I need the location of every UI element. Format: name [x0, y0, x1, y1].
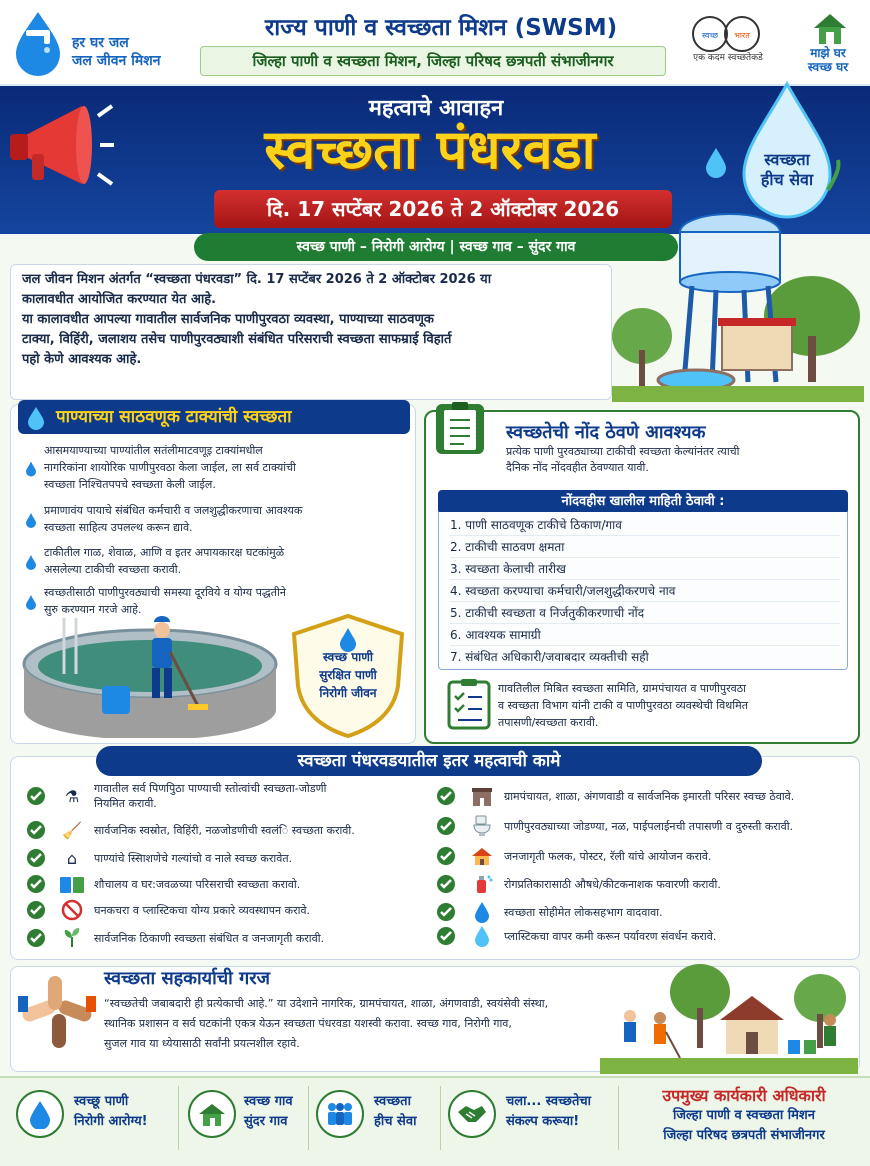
collab-line: सुजल गाव या ध्येयासाठी सर्वांनी प्रयत्नशील रहावे.: [104, 1037, 300, 1050]
work-item: [436, 784, 794, 808]
work-line: सार्वजनिक स्वस्रोत, विहिंरी, नळजोडणीची स्वलंि स्वच्छता करावी.: [94, 823, 355, 837]
maze-ghar-text: [790, 46, 866, 74]
footer-divider: [308, 1086, 309, 1150]
work-item: [436, 814, 793, 838]
banner-important: महत्वाचे आवाहन: [368, 96, 504, 121]
note-line: तपासणी/स्वच्छता करावी.: [498, 716, 599, 729]
small-drop-icon: [704, 146, 728, 178]
footer-line: हीच सेवा: [374, 1114, 417, 1129]
footer-line: स्वच्छू पाणी: [74, 1094, 129, 1109]
shield-line: सुरक्षित पाणी: [319, 668, 377, 682]
bullet-line: स्वच्छता साहित्य उपलल्थ करून द्यावे.: [44, 521, 193, 534]
work-line: रोगप्रतिकारासाठी औषधे/कीटकनाशक फवारणी करावी.: [504, 877, 721, 891]
other-works-title: स्वच्छता पंधरवडयातील इतर महत्वाची कामे: [96, 746, 762, 776]
building-icon: [468, 784, 496, 808]
intro-line: पहो केणे आवश्यक आहे.: [22, 352, 142, 367]
work-line: जनजागृती फलक, पोस्टर, रॅली यांचे आयोजन करावे.: [504, 849, 712, 863]
drop-bullet-icon: [24, 546, 38, 578]
register-item: 3. स्वच्छता केलाची तारीख: [450, 558, 840, 580]
footer-text-service: [374, 1092, 416, 1132]
drop-bullet-icon: [24, 444, 38, 493]
list-item: [24, 502, 394, 536]
check-icon: [26, 786, 46, 806]
header-subtitle: जिल्हा पाणी व स्वच्छता मिशन, जिल्हा परिषद छत्रपती संभाजीनगर: [200, 46, 666, 76]
footer-line: निरोगी आरोग्य!: [74, 1114, 148, 1129]
bullet-line: आसमयाण्याच्या पाण्यांतील सतंलीमाटवणूइ टाक्यांमधील: [44, 444, 263, 457]
drop-bullet-icon: [24, 504, 38, 536]
drop-icon: [468, 924, 496, 948]
authority-office: [624, 1106, 864, 1146]
authority-line: जिल्हा पाणी व स्वच्छता मिशन: [673, 1108, 815, 1123]
banner-date: दि. 17 सप्टेंबर 2026 ते 2 ऑक्टोबर 2026: [214, 190, 672, 228]
work-item: [26, 784, 326, 808]
work-item: [26, 926, 324, 950]
authority-title: उपमुख्य कार्यकारी अधिकारी: [662, 1086, 826, 1105]
register-item: 4. स्वच्छता करण्याचा कर्मचारी/जलशुद्धीकरणचे नाव: [450, 580, 840, 602]
tank-cleaning-illustration: [20, 614, 292, 738]
register-header: नोंदवहीस खालील माहिती ठेवावी :: [438, 490, 848, 514]
work-item: [26, 898, 310, 922]
footer-line: संकल्प करूया!: [506, 1114, 580, 1129]
msb-line1: माझे घर: [810, 46, 846, 60]
work-line: घनकचरा व प्लास्टिकचा योग्य प्रकारे व्यवस्थापन करावे.: [94, 903, 311, 917]
work-line: पाण्यांचे स्सिाशणेचे गल्यांचो व नाले स्वच्छ करावेत.: [94, 851, 293, 865]
intro-text: [22, 270, 598, 370]
shield-line: स्वच्छ पाणी: [322, 650, 374, 664]
record-keeping-description: [506, 444, 850, 476]
record-keeping-title: स्वच्छतेची नोंद ठेवणे आवश्यक: [506, 422, 706, 443]
check-icon: [436, 846, 456, 866]
bullet-line: असलेल्या टाकीची स्वच्छता करावी.: [44, 563, 182, 576]
megaphone-icon: [4, 92, 116, 202]
jjm-line1: हर घर जल: [72, 35, 129, 51]
house-icon: ⌂: [66, 848, 78, 868]
bullet-line: टाकीतील गाळ, शेवाळ, आणि व इतर अपायकारक्ष घटकांमुळे: [44, 546, 285, 559]
register-item: 1. पाणी साठवणूक टाकीचे ठिकाण/गाव: [450, 514, 840, 536]
volunteers-illustration: [600, 958, 858, 1074]
check-icon: [436, 816, 456, 836]
footer-text-pledge: [506, 1092, 591, 1132]
check-icon: [436, 926, 456, 946]
check-icon: [26, 820, 46, 840]
footer-badge-pledge: [448, 1090, 496, 1138]
joined-hands-icon: [18, 972, 96, 1052]
home-icon: [810, 8, 850, 48]
collab-line: स्थानिक प्रशासन व सर्व घटकांनी एकत्र येऊन स्वच्छता पंधरवडा यशस्वी करावा. स्वच्छ गाव, निरोगी गाव,: [104, 1017, 512, 1030]
footer-divider: [178, 1086, 179, 1150]
footer-badge-water: [16, 1090, 64, 1138]
water-drop-icon: [27, 1099, 53, 1129]
check-icon: [26, 900, 46, 920]
collaboration-title: स्वच्छता सहकार्याची गरज: [104, 968, 270, 989]
water-tower-illustration: [612, 206, 864, 402]
header-title: राज्य पाणी व स्वच्छता मिशन (SWSM): [264, 15, 618, 41]
authority-line: जिल्हा परिषद छत्रपती संभाजीनगर: [663, 1128, 825, 1143]
sb-word1: स्वच्छ: [701, 31, 719, 40]
work-line: ग्रामपंचायत, शाळा, अंगणवाडी व सार्वजनिक इमारती परिसर स्वच्छ ठेवावे.: [504, 789, 795, 803]
check-icon: [436, 902, 456, 922]
work-item: [436, 872, 721, 896]
list-item: [24, 442, 394, 493]
collab-line: “स्वच्छतेची जबाबदारी ही प्रत्येकाची आहे.” या उदेशाने नागरिक, ग्रामपंचायत, शाळा, अंगणवाडी, स्वयंसेवी संस्था,: [104, 997, 549, 1010]
msb-line2: स्वच्छ घर: [807, 60, 849, 74]
clipboard-icon: [432, 400, 488, 458]
footer-badge-village: [188, 1090, 236, 1138]
no-plastic-icon: [58, 898, 86, 922]
bullet-line: स्वच्छतीसाठी पाणीपुरवठ्याची समस्या दूरविये व योग्य पद्धतीने: [44, 586, 286, 599]
flask-icon: ⚗: [64, 786, 80, 806]
bullet-line: स्वच्छता निश्चितपपचे स्वच्छता केली जाईल.: [44, 478, 216, 491]
spray-icon: [468, 872, 496, 896]
jjm-text: [72, 34, 160, 70]
work-item: [26, 846, 292, 870]
check-icon: [436, 874, 456, 894]
footer-line: स्वच्छ गाव: [244, 1094, 293, 1109]
register-item: 5. टाकीची स्वच्छता व निर्जतुकीकरणाची नोंद: [450, 602, 840, 624]
bullet-line: प्रमाणावंय पायाचे संबंधित कर्मचारी व जलशुद्धीकरणाचा आवश्यक: [44, 504, 303, 517]
drop-text: [744, 150, 830, 190]
bullet-line: नागरिकांना शायोरिक पाणीपुरवठा केला जाईल, ला सर्व टाक्यांची: [44, 461, 296, 474]
tagline: स्वच्छ पाणी – निरोगी आरोग्य | स्वच्छ गाव – सुंदर गाव: [194, 233, 678, 261]
intro-line: जल जीवन मिशन अंतर्गत “स्वच्छता पंधरवडा” दि. 17 सप्टेंबर 2026 ते 2 ऑक्टोबर 2026 या: [22, 272, 492, 287]
work-item: [26, 872, 300, 896]
work-line: स्वच्छता सोहीमेत लोकसहभाग वादवावा.: [504, 905, 663, 919]
intro-line: या कालावधीत आपल्या गावातील सार्वजनिक पाणीपुरवठा व्यवस्था, पाण्याच्या साठवणूक: [22, 312, 434, 327]
shield-text: [294, 648, 402, 702]
drop-icon: [26, 406, 46, 430]
desc-line: प्रत्येक पाणी पुरवठ्याच्या टाकीची स्वच्छता केल्यांनंतर त्याची: [506, 445, 740, 458]
work-item: [436, 844, 712, 868]
work-line: सार्वजनिक ठिकाणी स्वच्छता संबंधित व जनजागृती करावी.: [94, 931, 325, 945]
work-line: शौचालय व घर:जवळच्या परिसराची स्वच्छता करावो.: [94, 877, 301, 891]
inspection-note: [498, 680, 854, 731]
work-item: [436, 924, 716, 948]
intro-line: टाक्या, विहिंरी, जलाशय तसेच पाणीपुरवठ्याशी संबंधित परिसराची स्वच्छता साफम्राई विहार्त: [22, 332, 452, 347]
footer-divider: [618, 1086, 619, 1150]
shield-line: निरोगी जीवन: [319, 686, 377, 700]
checklist-icon: [446, 678, 492, 730]
house-icon: [468, 844, 496, 868]
work-line: गावातील सर्व पिणपुिठा पाण्याची स्तोत्वांची स्वच्छता-जोडणी: [94, 782, 327, 795]
tank-cleaning-title: पाण्याच्या साठवणूक टाक्यांची स्वच्छता: [56, 407, 292, 427]
footer-divider: [440, 1086, 441, 1150]
banner-title: स्वच्छता पंधरवडा: [264, 118, 596, 181]
footer-badge-service: [316, 1090, 364, 1138]
note-line: गावतिलील मिबित स्वच्छता सामिति, ग्रामपंचायत व पाणीपुरवठा: [498, 682, 746, 695]
check-icon: [26, 874, 46, 894]
footer-line: चला... स्वच्छतेचा: [506, 1094, 591, 1109]
work-item: [26, 818, 355, 842]
swachh-bharat-caption: एक कदम स्वच्छतेकडे: [693, 53, 763, 63]
intro-line: कालावधीत आयोजित करण्यात येत आहे.: [22, 292, 217, 307]
register-item: 7. संबंधित अधिकारी/जवाबदार व्यक्तीची सही: [450, 650, 649, 664]
people-icon: [324, 1101, 356, 1127]
check-icon: [26, 928, 46, 948]
work-item: [436, 900, 663, 924]
drop-icon: [468, 900, 496, 924]
jal-jeevan-mission-logo: [8, 8, 68, 76]
handshake-icon: [456, 1102, 488, 1126]
work-line: पाणीपुरवठ्याच्या जोडण्या, नळ, पाईपलाईनची तपासणी व दुरुस्ती करावी.: [504, 819, 794, 833]
work-line: नियमित करावी.: [94, 797, 157, 810]
footer-line: स्वच्छता: [374, 1094, 411, 1109]
drop-line2: हीच सेवा: [760, 170, 814, 189]
collaboration-text: [104, 994, 614, 1054]
work-line: प्लास्टिकचा वापर कमी करून पर्यावरण संवर्धन करावे.: [504, 929, 717, 943]
bullet-line: सुरु करण्यान गरजे आहे.: [44, 603, 142, 616]
bins-icon: [58, 872, 86, 896]
sb-word2: भारत: [734, 31, 750, 40]
register-item: 6. आवश्यक सामाग्री: [450, 624, 840, 646]
note-line: व स्वच्छता विभाग यांनी टाकी व पाणीपुरवठा व्यवस्थेची विथमित: [498, 699, 748, 712]
broom-icon: 🧹: [62, 820, 82, 840]
plant-icon: [58, 926, 86, 950]
desc-line: दैनिक नोंद नोंदवहीत ठेवण्यात यावी.: [506, 461, 649, 474]
jjm-line2: जल जीवन मिशन: [72, 53, 161, 69]
footer-line: सुंदर गाव: [244, 1114, 288, 1129]
check-icon: [436, 786, 456, 806]
footer-text-water: [74, 1092, 148, 1132]
register-item: 2. टाकीची साठवण क्षमता: [450, 536, 840, 558]
toilet-icon: [468, 814, 496, 838]
footer-text-village: [244, 1092, 293, 1132]
list-item: [24, 544, 394, 578]
house-icon: [197, 1101, 227, 1127]
drop-line1: स्वच्छता: [764, 150, 810, 169]
check-icon: [26, 848, 46, 868]
